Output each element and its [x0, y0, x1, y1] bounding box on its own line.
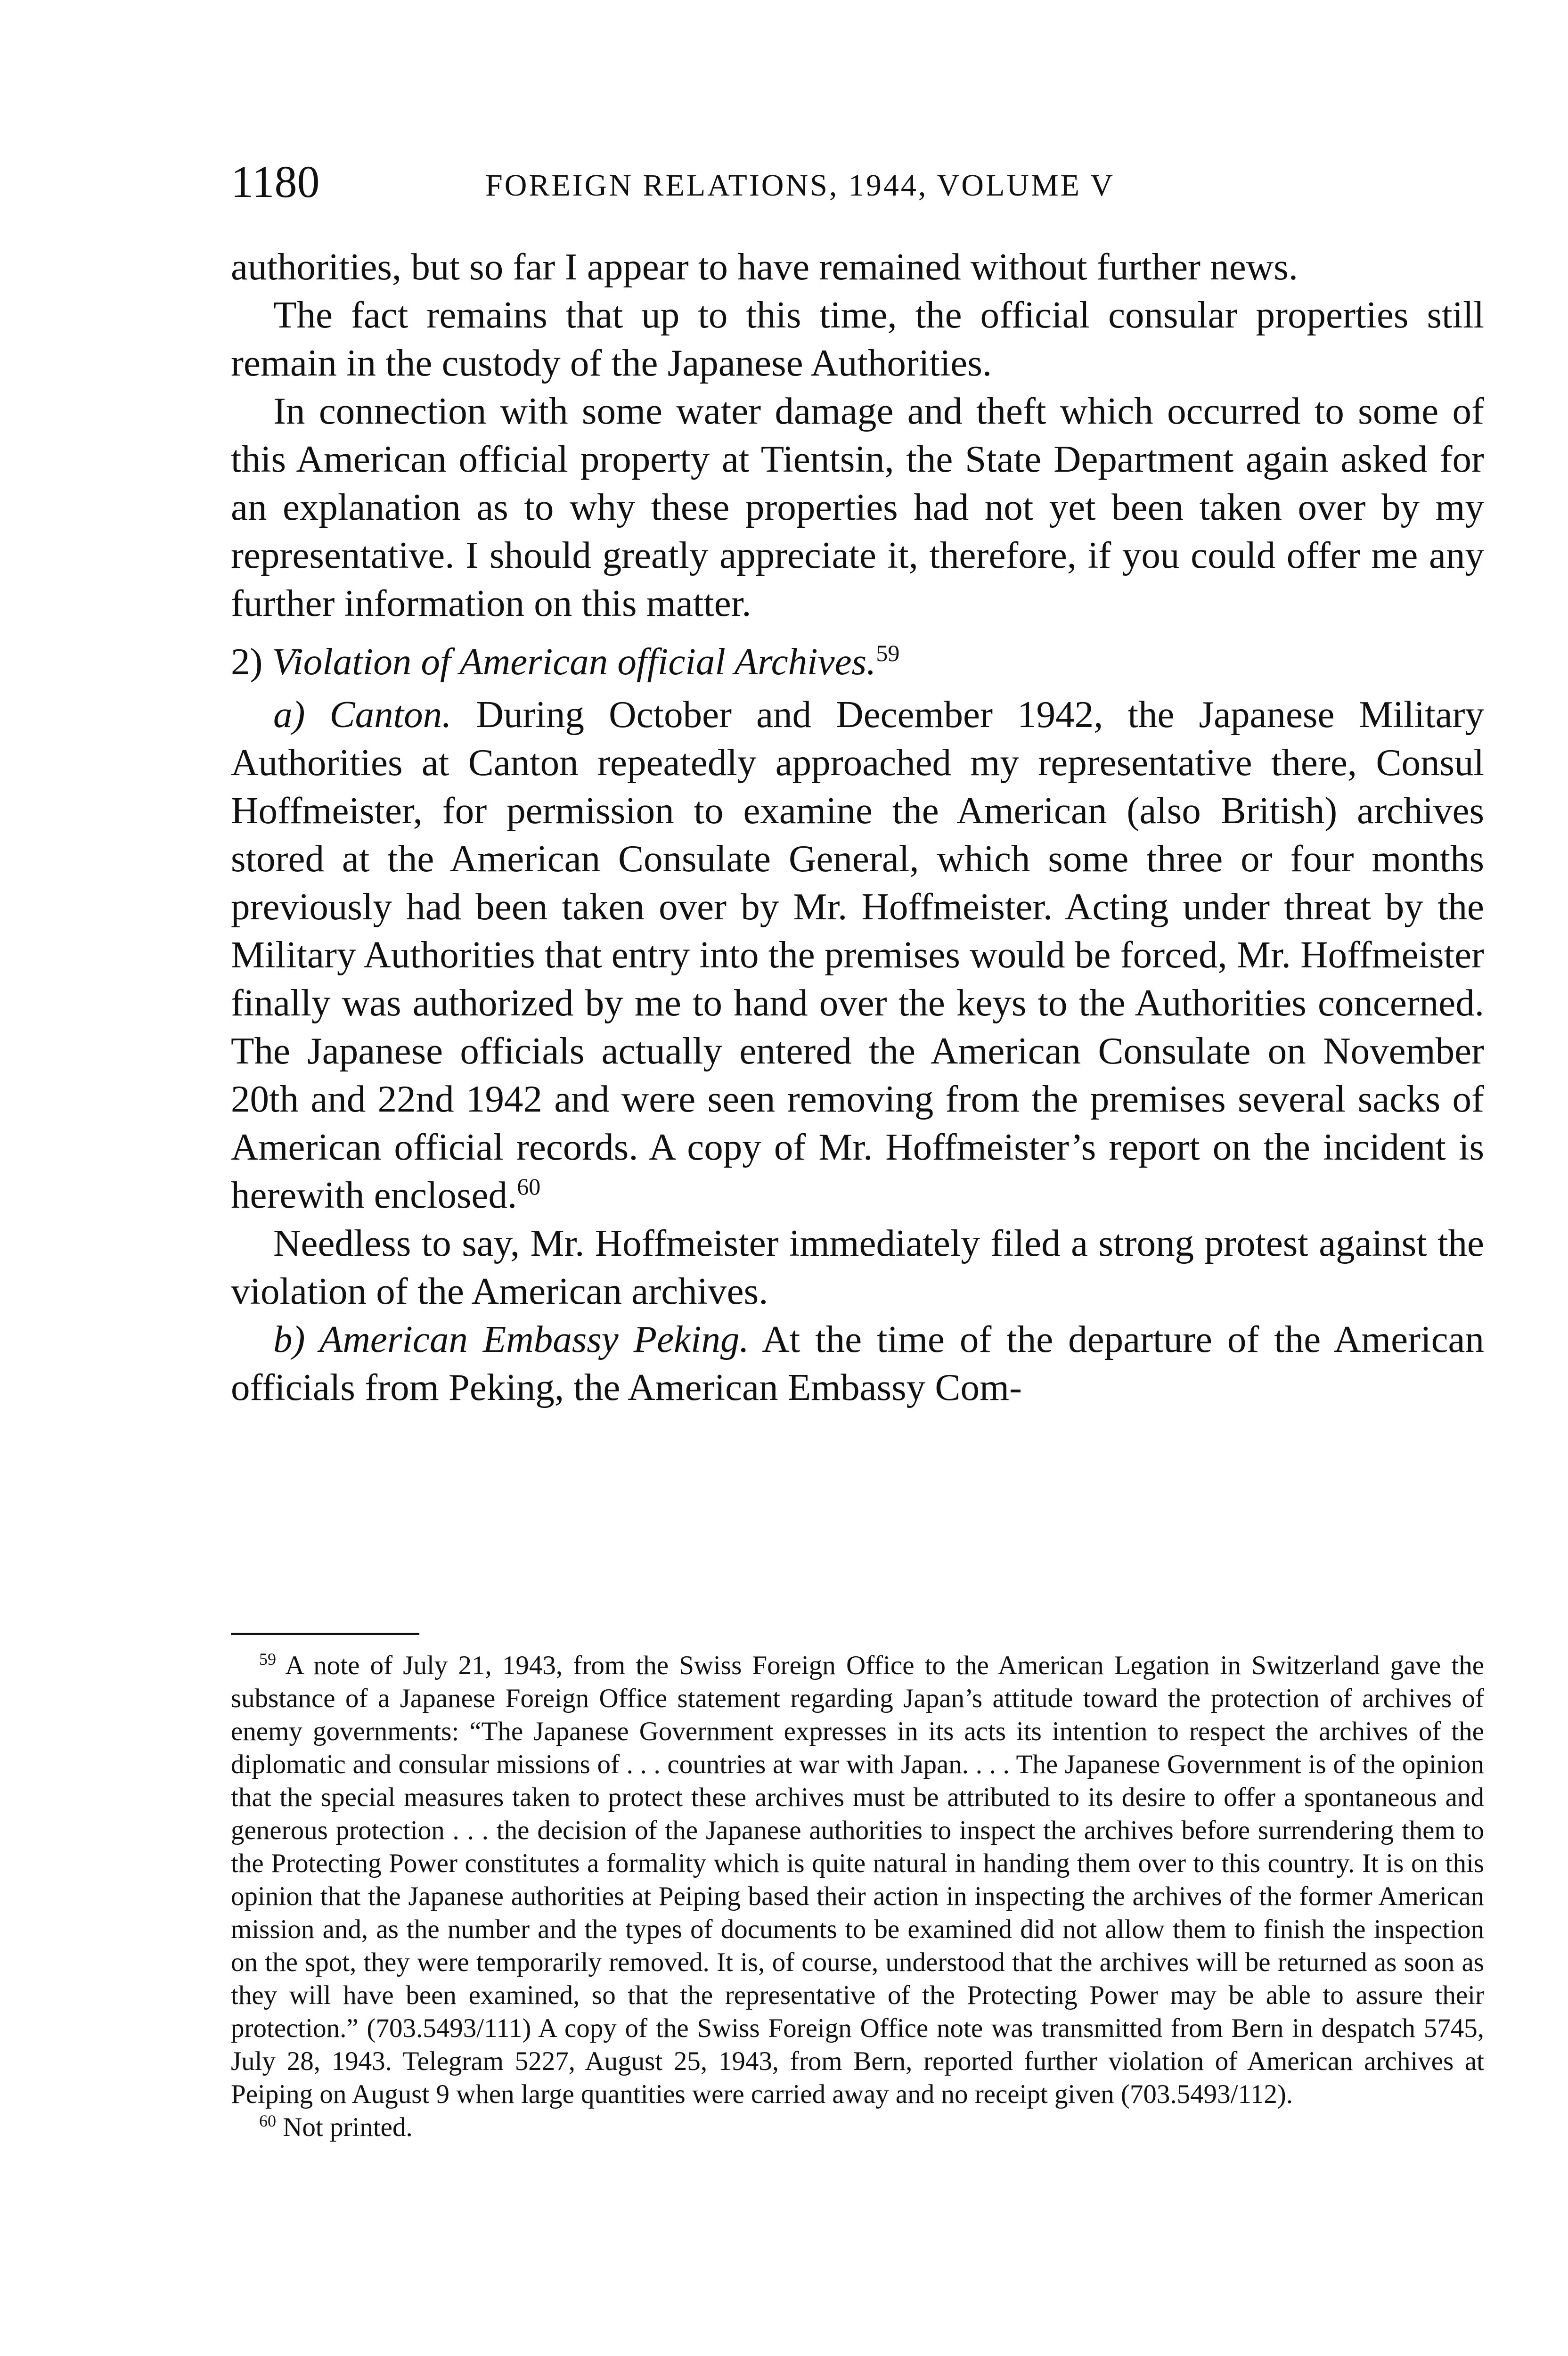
running-header: [231, 155, 1479, 207]
footnote-ref-59[interactable]: 59: [876, 640, 900, 666]
canton-text: During October and December 1942, the Japanese Military Authorities at Canton repeatedly approached my representative there, Consul Hoffmeister, for permission to examine the American (also British) archives stored at the American Consulate General, which some three or four months previously had been taken over by Mr. Hoffmeister. Acting under threat by the Military Authorities that entry into the premises would be forced, Mr. Hoffmeister finally was authorized by me to hand over the keys to the Authorities concerned. The Japanese officials actually entered the American Consulate on November 20th and 22nd 1942 and were seen removing from the premises several sacks of American official records. A copy of Mr. Hoffmeister’s report on the incident is herewith enclosed.: [231, 693, 1484, 1216]
paragraph-protest: Needless to say, Mr. Hoffmeister immediately filed a strong protest against the violation of the American archives.: [231, 1222, 1484, 1312]
running-title: FOREIGN RELATIONS, 1944, VOLUME V: [485, 168, 1115, 203]
footnote-59-text: A note of July 21, 1943, from the Swiss Foreign Office to the American Legation in Switzerland gave the substance of a Japanese Foreign Office statement regarding Japan’s attitude toward the protection of archives of enemy governments: “The Japanese Government expresses in its acts its intention to respect the archives of the diplomatic and consular missions of . . . countries at war with Japan. . . . The Japanese Government is of the opinion that the special measures taken to protect these archives must be attributed to its desire to offer a spontaneous and generous protection . . . the decision of the Japanese authorities to inspect the archives before surrendering them to the Protecting Power constitutes a formality which is quite natural in handing them over to this country. It is on this opinion that the Japanese authorities at Peiping based their action in inspecting the archives of the former American mission and, as the number and the types of documents to be examined did not allow them to finish the inspection on the spot, they were temporarily removed. It is, of course, understood that the archives will be returned as soon as they will have been examined, so that the representative of the Protecting Power may be able to assure their protection.” (703.5493/111) A copy of the Swiss Foreign Office note was transmitted from Bern in despatch 5745, July 28, 1943. Telegram 5227, August 25, 1943, from Bern, reported further violation of American archives at Peiping on August 9 when large quantities were carried away and no receipt given (703.5493/112).: [231, 1651, 1485, 2109]
footnote-59: [231, 1649, 1484, 2111]
footnote-ref-60[interactable]: 60: [517, 1173, 541, 1200]
section-title: Violation of American official Archives.: [272, 640, 876, 683]
canton-label: a) Canton.: [273, 693, 452, 736]
section-heading-violation: [231, 638, 1484, 686]
footnote-60-mark: 60: [259, 2111, 276, 2130]
footnotes: [231, 1649, 1484, 2144]
main-text: [231, 243, 1484, 1411]
peking-text: At the time of the departure of the American officials from Peking, the American Embassy Com-: [231, 1318, 1484, 1408]
footnote-60-text: Not printed.: [283, 2112, 413, 2142]
paragraph-canton: [231, 690, 1484, 1219]
page-number: 1180: [231, 156, 320, 207]
footnote-60: [231, 2111, 1484, 2144]
paragraph-tientsin-damage: In connection with some water damage and theft which occurred to some of this American official property at Tientsin, the State Department again asked for an explanation as to why these properties had not yet been taken over by my representative. I should greatly appreciate it, therefore, if you could offer me any further information on this matter.: [231, 390, 1484, 624]
section-number: 2): [231, 640, 263, 683]
paragraph-continuation: authorities, but so far I appear to have remained without further news.: [231, 245, 1298, 288]
paragraph-consular-properties: The fact remains that up to this time, the official consular properties still remain in the custody of the Japanese Authorities.: [231, 294, 1484, 384]
footnote-divider: [231, 1633, 419, 1635]
footnote-59-mark: 59: [259, 1650, 276, 1669]
paragraph-peking: [231, 1315, 1484, 1411]
peking-label: b) American Embassy Peking.: [273, 1318, 749, 1360]
